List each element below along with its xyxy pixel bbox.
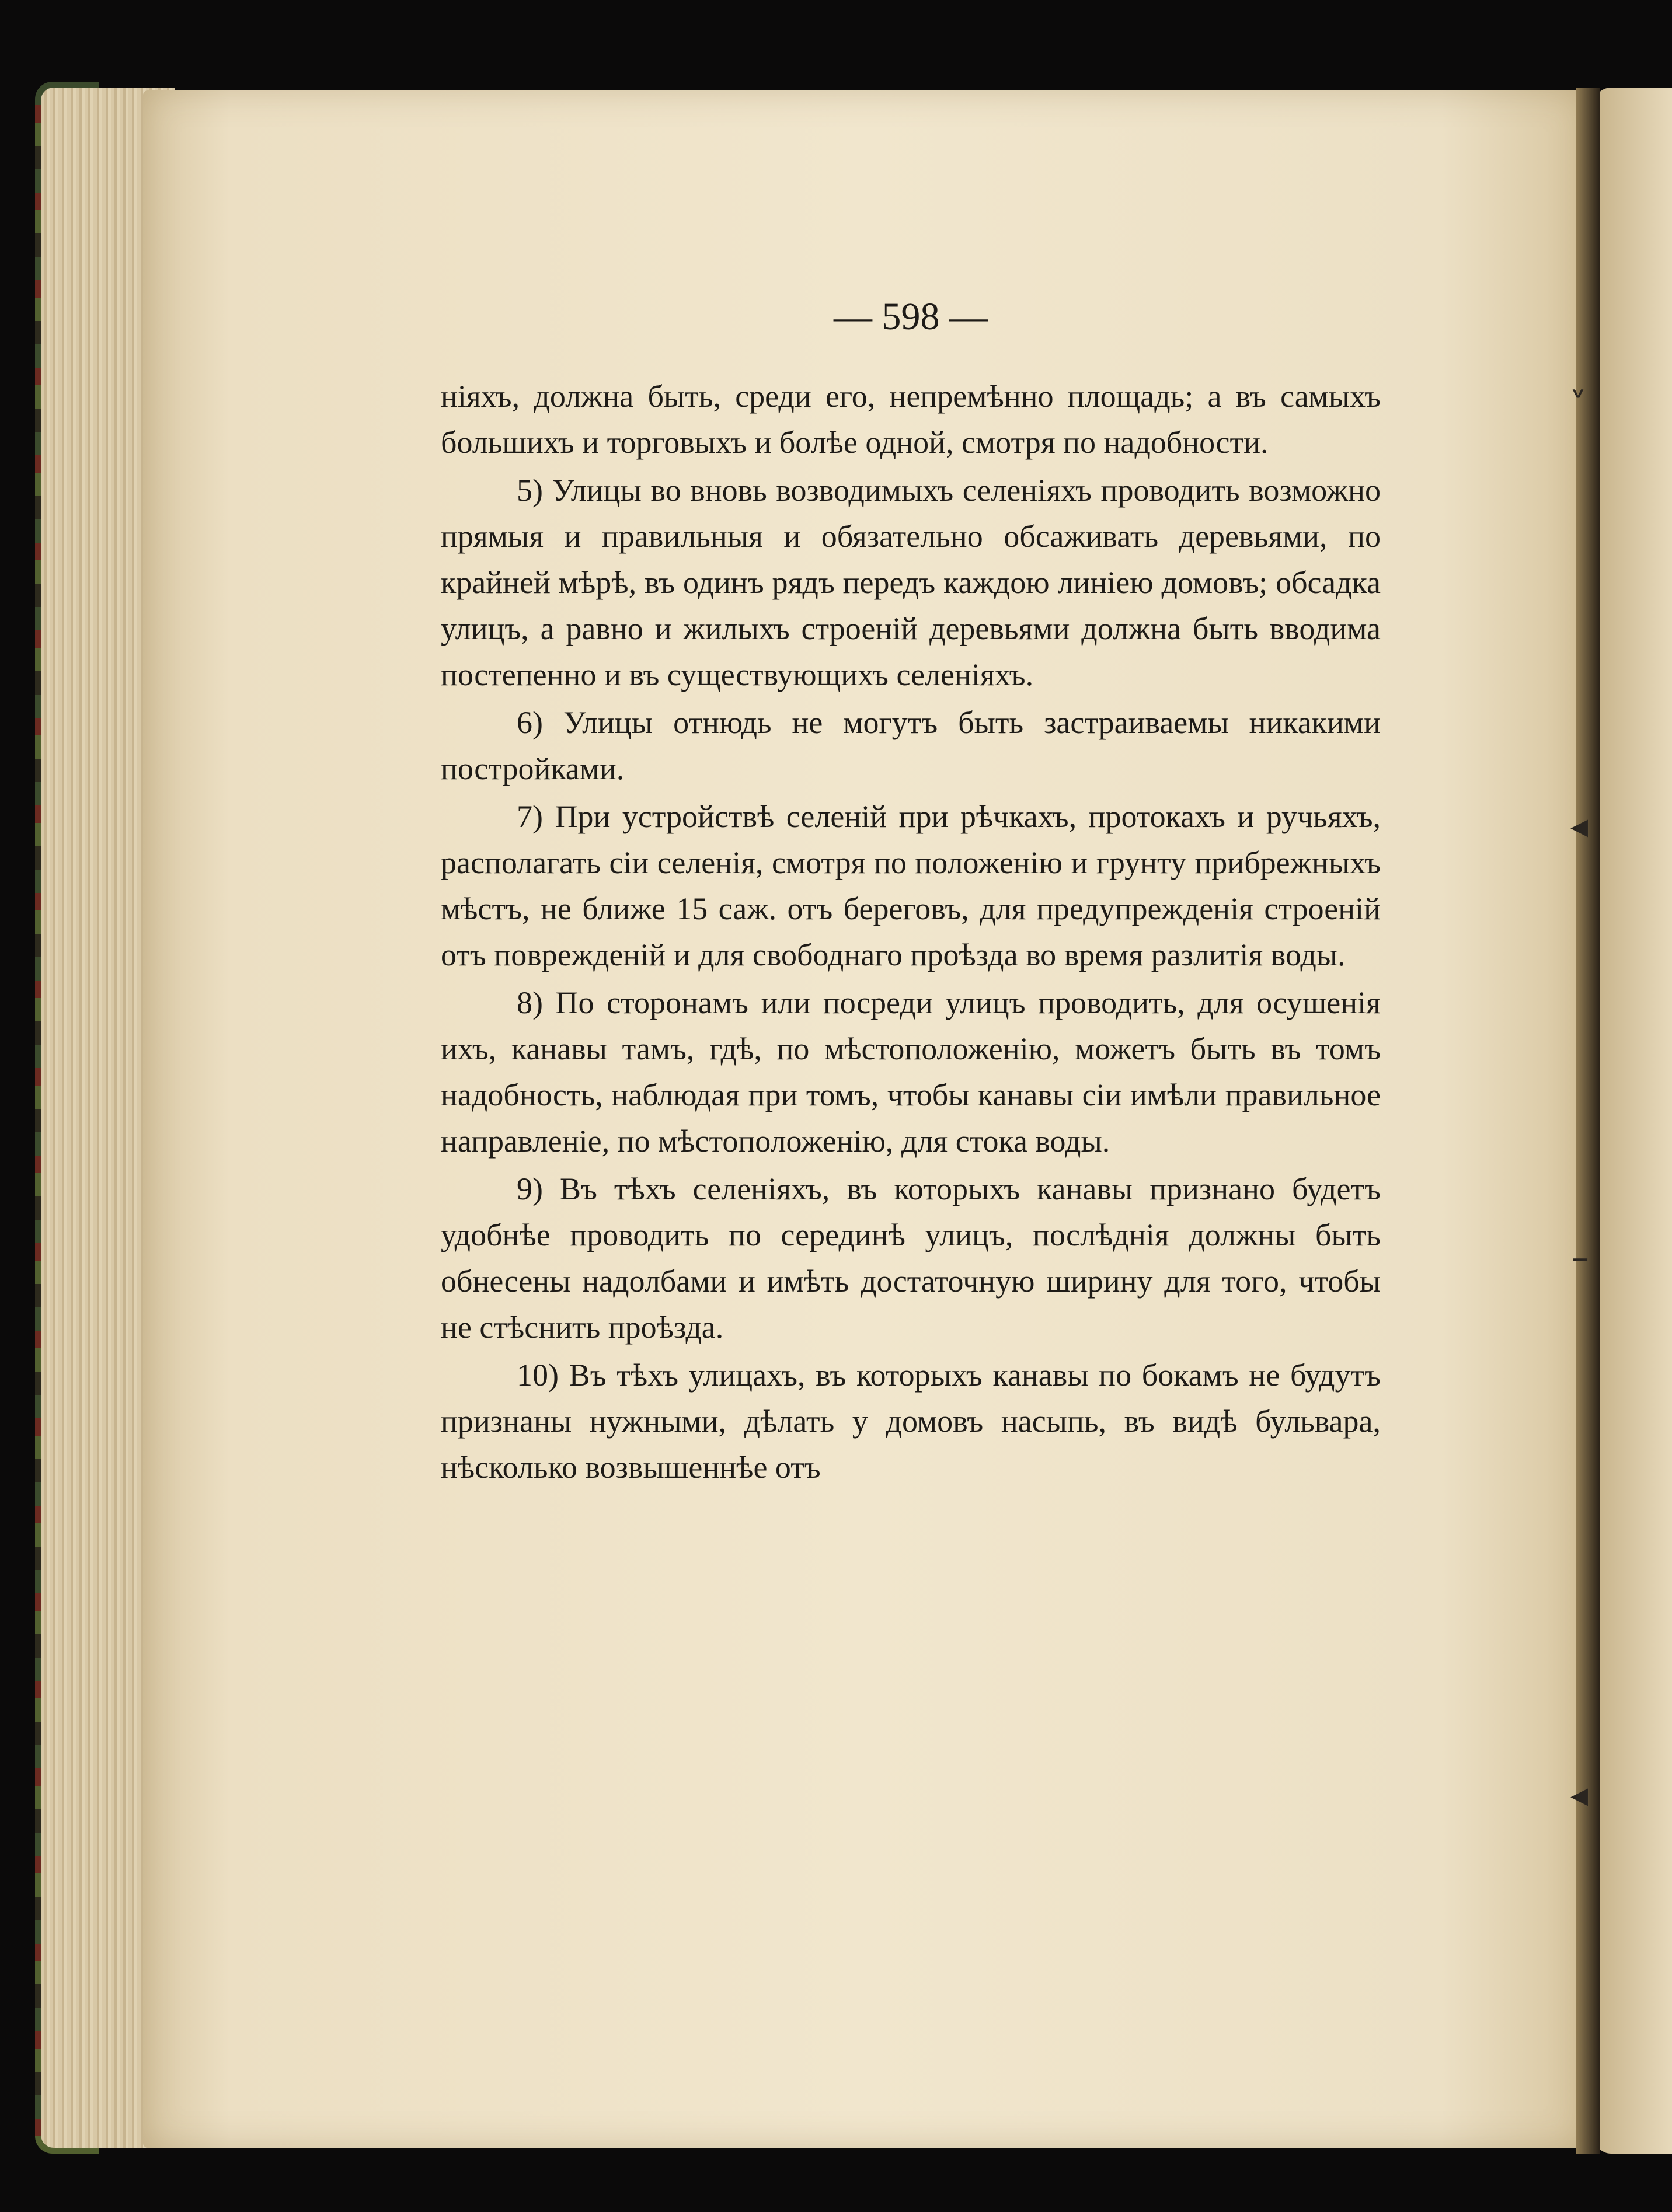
margin-mark-icon: ◂ [1570, 1774, 1589, 1815]
paragraph-7: 7) При устройствѣ селеній при рѣчкахъ, протокахъ и ручьяхъ, располагать сіи селенія, смотря по положенію и грунту прибрежныхъ мѣстъ, не ближе 15 саж. отъ береговъ, для предупрежденія строеній отъ поврежденій и для свободнаго проѣзда во время разлитія воды. [441, 799, 1381, 972]
page-text [441, 374, 1381, 1492]
paragraph-continued: ніяхъ, должна быть, среди его, непремѣнно площадь; а въ самыхъ большихъ и торговыхъ и болѣе одной, смотря по надобности. [441, 379, 1381, 460]
page-number: — 598 — [834, 295, 988, 338]
paragraph-8: 8) По сторонамъ или посреди улицъ проводить, для осушенія ихъ, канавы тамъ, гдѣ, по мѣстоположенію, можетъ быть въ томъ надобность, наблюдая при томъ, чтобы канавы сіи имѣли правильное направленіе, по мѣстоположенію, для стока воды. [441, 985, 1381, 1159]
paragraph-10: 10) Въ тѣхъ улицахъ, въ которыхъ канавы по бокамъ не будутъ признаны нужными, дѣлать у домовъ насыпь, въ видѣ бульвара, нѣсколько возвышеннѣе отъ [441, 1358, 1381, 1485]
paragraph-6: 6) Улицы отнюдь не могутъ быть застраиваемы никакими постройками. [441, 705, 1381, 786]
paragraph-5: 5) Улицы во вновь возводимыхъ селеніяхъ проводить возможно прямыя и правильныя и обязательно обсаживать деревьями, по крайней мѣрѣ, въ одинъ рядъ передъ каждою линіею домовъ; обсадка улицъ, а равно и жилыхъ строеній деревьями должна быть вводима постепенно и въ существующихъ селеніяхъ. [441, 473, 1381, 692]
paragraph-9: 9) Въ тѣхъ селеніяхъ, въ которыхъ канавы признано будетъ удобнѣе проводить по серединѣ улицъ, послѣднія должны быть обнесены надолбами и имѣть достаточную ширину для того, чтобы не стѣснить проѣзда. [441, 1171, 1381, 1345]
facing-page-edge [1594, 88, 1672, 2154]
margin-mark-icon: ˅ [1569, 385, 1587, 426]
margin-mark-icon: – [1572, 1237, 1589, 1278]
margin-mark-icon: ◂ [1570, 805, 1589, 846]
